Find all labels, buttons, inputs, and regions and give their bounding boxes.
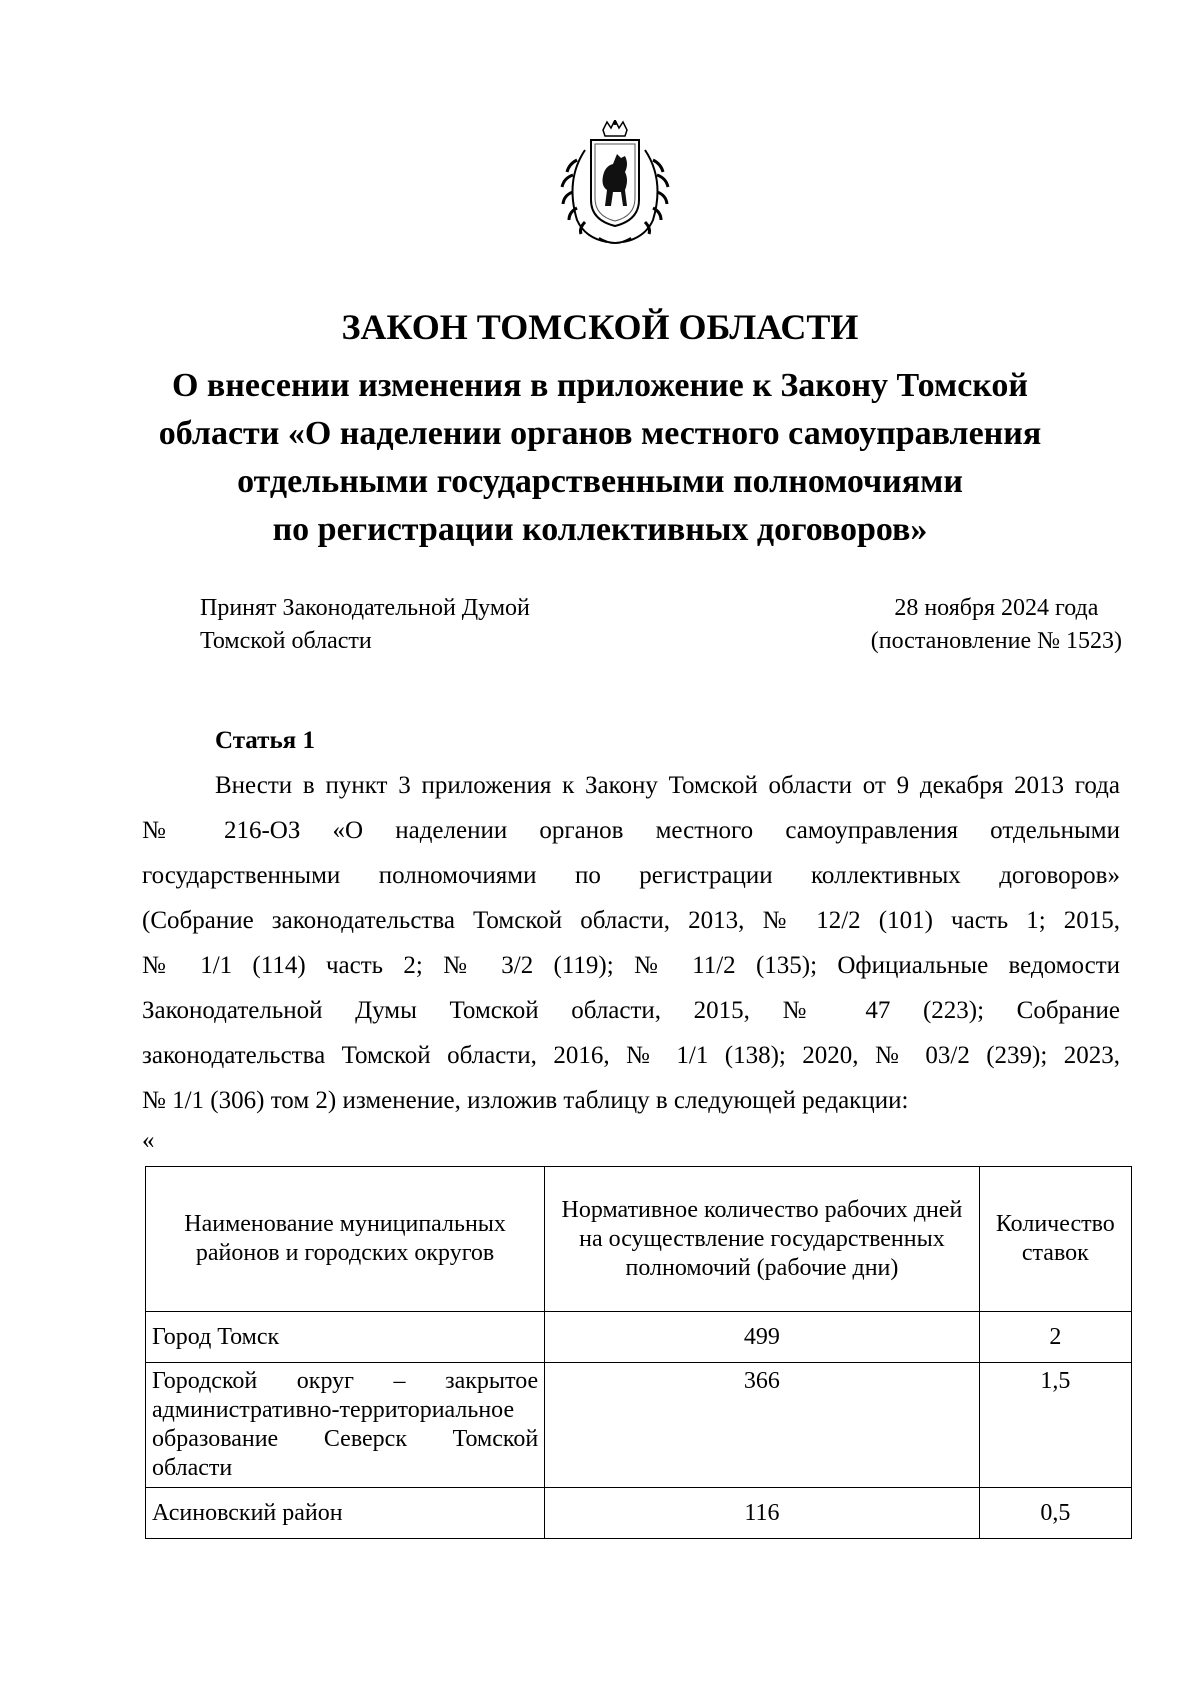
table-cell-name: Асиновский район xyxy=(146,1488,545,1539)
resolution-number: (постановление № 1523) xyxy=(870,628,1122,654)
tomsk-coat-of-arms-icon xyxy=(555,120,675,250)
table-cell-name: Городской округ – закрытое административно-территориальное образование Северск Томской области xyxy=(146,1363,545,1488)
article-line: № 1/1 (114) часть 2; № 3/2 (119); № 11/2 (135); Официальные ведомости xyxy=(142,952,1120,979)
law-subtitle-line: отдельными государственными полномочиями xyxy=(237,463,963,500)
article-line: Внести в пункт 3 приложения к Закону Томской области от 9 декабря 2013 года xyxy=(215,772,1120,799)
quote-open-mark: « xyxy=(142,1127,155,1154)
table-cell-positions: 2 xyxy=(979,1312,1131,1363)
law-subtitle-line: области «О наделении органов местного самоуправления xyxy=(158,415,1042,452)
table-cell-workdays: 499 xyxy=(545,1312,980,1363)
article-line: № 216-ОЗ «О наделении органов местного самоуправления отдельными xyxy=(142,817,1120,844)
article-line: законодательства Томской области, 2016, № 1/1 (138); 2020, № 03/2 (239); 2023, xyxy=(142,1042,1120,1069)
law-subtitle-line: О внесении изменения в приложение к Закону Томской xyxy=(171,367,1029,404)
column-header-workdays: Нормативное количество рабочих дней на осуществление государственных полномочий (рабочие дни) xyxy=(545,1167,980,1312)
table-row xyxy=(146,1363,1132,1488)
adopted-by-line: Принят Законодательной Думой xyxy=(200,595,530,621)
article-line: Законодательной Думы Томской области, 2015, № 47 (223); Собрание xyxy=(142,997,1120,1024)
adopted-date-line: 28 ноября 2024 года xyxy=(894,595,1099,621)
table-cell-positions: 0,5 xyxy=(979,1488,1131,1539)
adopted-date xyxy=(871,592,1122,658)
article-line: государственными полномочиями по регистрации коллективных договоров» xyxy=(142,862,1120,889)
article-line: (Собрание законодательства Томской области, 2013, № 12/2 (101) часть 1; 2015, xyxy=(142,907,1120,934)
law-title: ЗАКОН ТОМСКОЙ ОБЛАСТИ xyxy=(341,307,859,347)
law-subtitle-line: по регистрации коллективных договоров» xyxy=(272,511,928,548)
article-body xyxy=(142,763,1120,1123)
adopted-by-line: Томской области xyxy=(200,628,372,654)
article-heading: Статья 1 xyxy=(215,727,315,754)
article-line: № 1/1 (306) том 2) изменение, изложив таблицу в следующей редакции: xyxy=(142,1087,909,1114)
table-header-row xyxy=(146,1167,1132,1312)
table-cell-positions: 1,5 xyxy=(979,1363,1131,1488)
table-cell-workdays: 366 xyxy=(545,1363,980,1488)
table-cell-name: Город Томск xyxy=(146,1312,545,1363)
table-row xyxy=(146,1312,1132,1363)
table-cell-workdays: 116 xyxy=(545,1488,980,1539)
column-header-positions: Количество ставок xyxy=(979,1167,1131,1312)
table-row xyxy=(146,1488,1132,1539)
adopted-by xyxy=(200,592,530,658)
column-header-name: Наименование муниципальных районов и городских округов xyxy=(146,1167,545,1312)
law-subtitle xyxy=(100,362,1100,554)
rates-table xyxy=(145,1166,1132,1539)
